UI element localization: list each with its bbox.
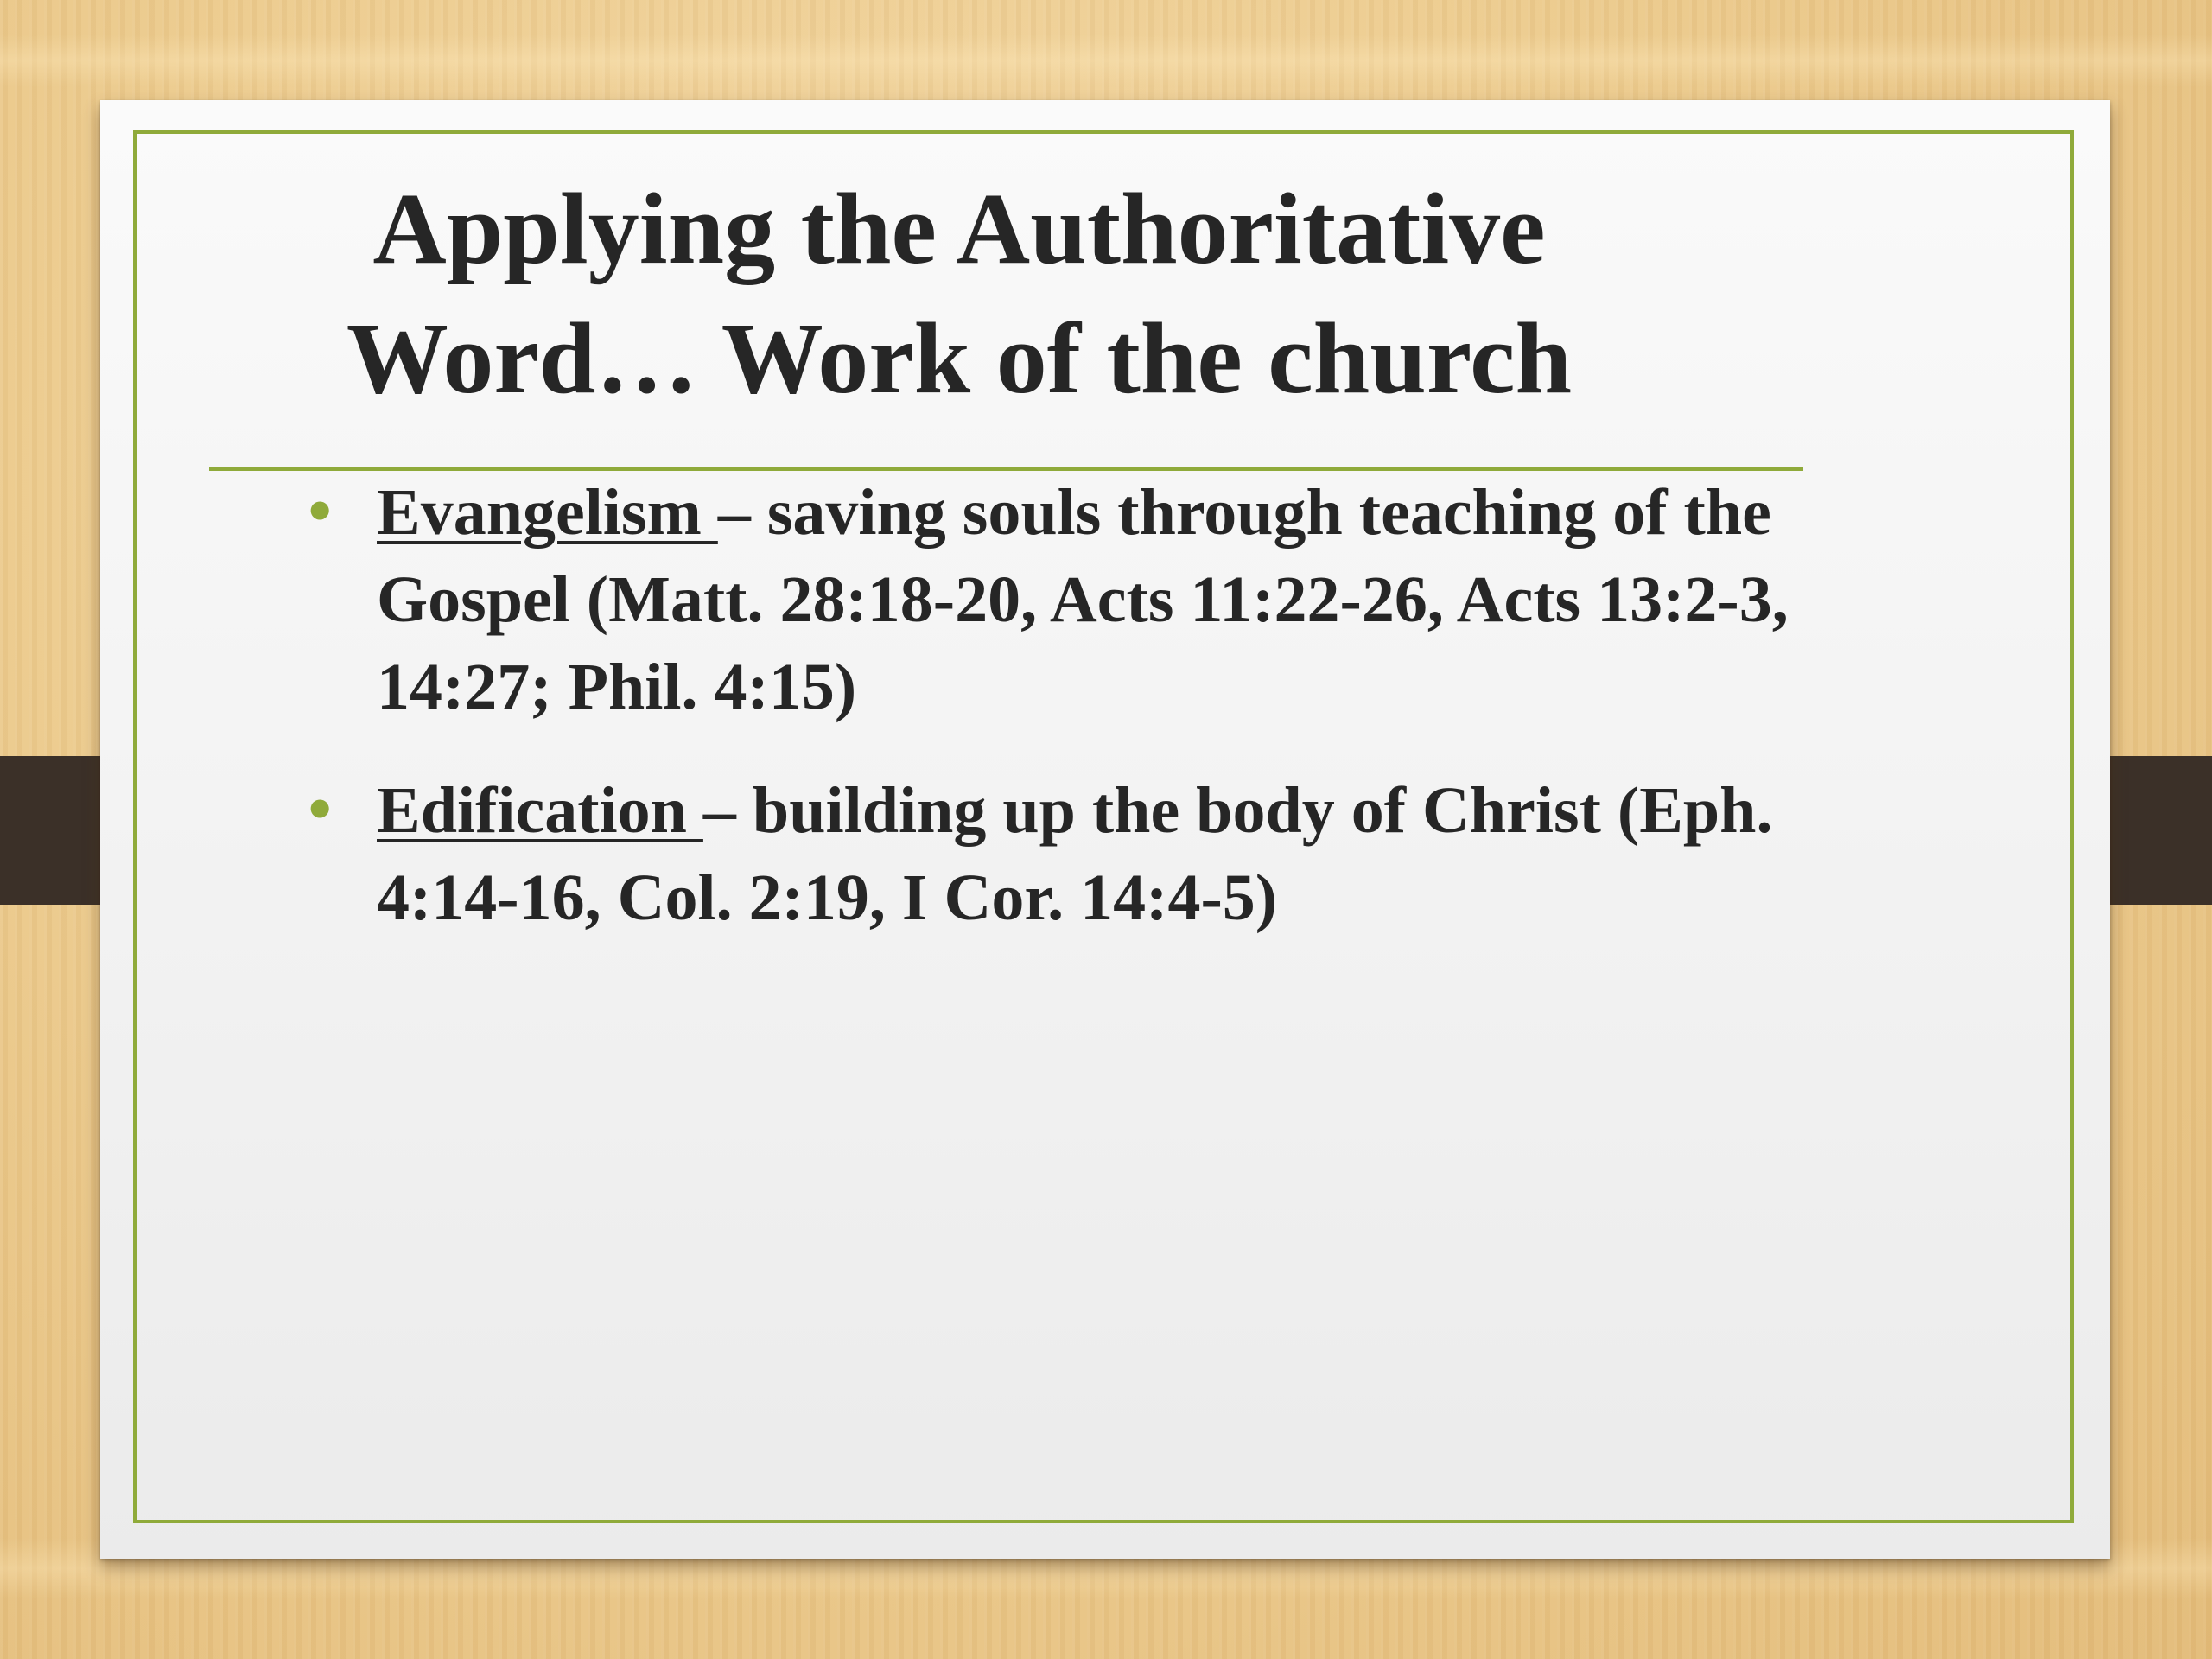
slide-title [216,164,1702,423]
slide-title-line-1: Applying the Authoritative [372,172,1546,285]
bullet-dot-icon: • [303,780,337,841]
bullet-text-evangelism: – saving souls through teaching of the Gospel (Matt. 28:18-20, Acts 11:22-26, Acts 13:2-3, 14:27; Phil. 4:15) [377,476,1789,723]
bullet-item-evangelism [276,469,1884,731]
slide-title-line-2: Word… Work of the church [346,302,1573,415]
bullet-item-edification [276,767,1884,942]
bullet-term-evangelism: Evangelism [377,476,718,549]
bullet-dot-icon: • [303,482,337,543]
wood-grain-streak [0,35,2212,86]
bullet-list [276,469,1884,978]
bullet-text-edification: – building up the body of Christ (Eph. 4:14-16, Col. 2:19, I Cor. 14:4-5) [377,774,1773,934]
bullet-term-edification: Edification [377,774,703,847]
